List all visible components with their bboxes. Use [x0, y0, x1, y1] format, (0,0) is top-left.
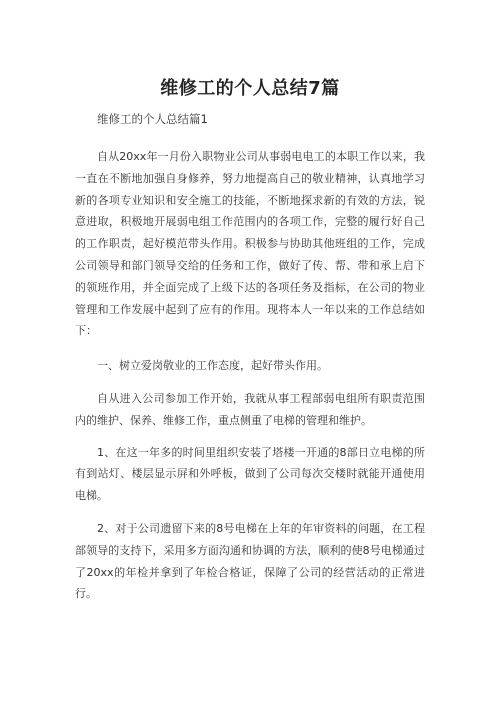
paragraph-work-scope: 自从进入公司参加工作开始，我就从事工程部弱电组所有职责范围内的维护、保养、维修工作，重点侧重了电梯的管理和维护。	[75, 391, 425, 427]
document-title: 维修工的个人总结7篇	[160, 78, 340, 99]
section-heading-1: 一、树立爱岗敬业的工作态度，起好带头作用。	[97, 359, 328, 373]
paragraph-item-1: 1、在这一年多的时间里组织安装了塔楼一开通的8部日立电梯的所有到站灯、楼层显示屏和外呼板，做到了公司每次交楼时就能开通使用电梯。	[75, 445, 425, 503]
section-subtitle: 维修工的个人总结篇1	[97, 112, 208, 126]
paragraph-intro: 自从20xx年一月份入职物业公司从事弱电电工的本职工作以来，我一直在不断地加强自身修养，努力地提高自己的敬业精神，认真地学习新的各项专业知识和安全施工的技能，不断地探求新的有效的方法，锐意进取，积极地开展弱电组工作范围内的各项工作，完整的履行好自己的工作职责，起好模范带头作用。积极参与协助其他班组的工作，完成公司领导和部门领导交给的任务和工作，做好了传、帮、带和承上启下的领班作用，并全面完成了上级下达的各项任务及指标，在公司的物业管理和工作发展中起到了应有的作用。现将本人一年以来的工作总结如下：	[75, 150, 425, 338]
document-body	[75, 146, 425, 616]
paragraph-item-2: 2、对于公司遗留下来的8号电梯在上年的年审资料的问题，在工程部领导的支持下，采用多方面沟通和协调的方法，顺利的使8号电梯通过了20xx的年检并拿到了年检合格证，保障了公司的经营活动的正常进行。	[75, 521, 425, 601]
